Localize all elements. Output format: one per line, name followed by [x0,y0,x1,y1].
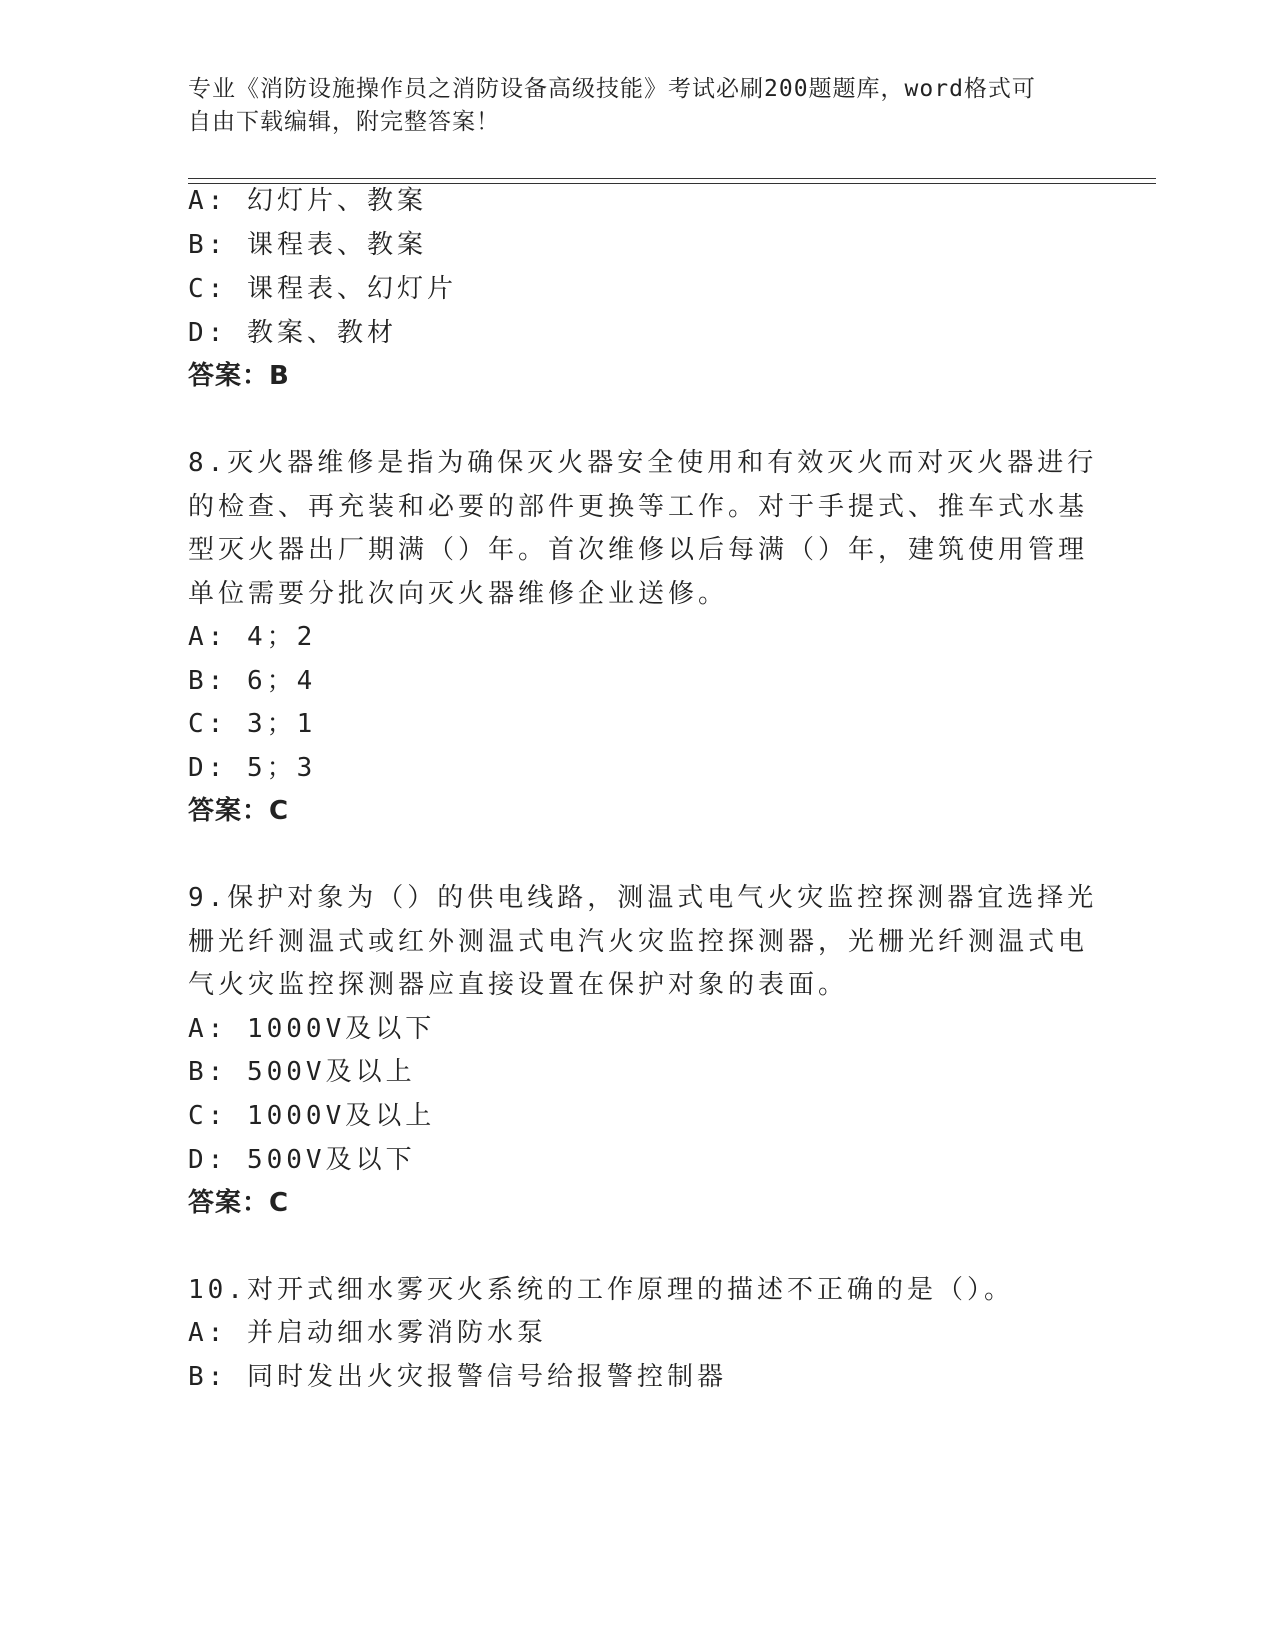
header-rule-bottom [188,183,1156,184]
q9-stem-line-1: 9.保护对象为（）的供电线路，测温式电气火灾监控探测器宜选择光 [188,883,1098,913]
q9-stem-line-2: 栅光纤测温式或红外测温式电汽火灾监控探测器，光栅光纤测温式电 [188,927,1089,957]
q7-option-d: D: 教案、教材 [188,318,397,348]
q8-option-d: D: 5；3 [188,753,317,783]
q7-option-a: A: 幻灯片、教案 [188,186,427,216]
q8-answer: 答案：C [188,796,290,826]
q10-stem-line-1: 10.对开式细水雾灭火系统的工作原理的描述不正确的是（）。 [188,1275,1014,1305]
q8-option-c: C: 3；1 [188,709,317,739]
q9-option-b: B: 500V及以上 [188,1057,416,1087]
q9-answer: 答案：C [188,1188,290,1218]
q8-stem-line-2: 的检查、再充装和必要的部件更换等工作。对于手提式、推车式水基 [188,492,1089,522]
q8-stem-line-1: 8.灭火器维修是指为确保灭火器安全使用和有效灭火而对灭火器进行 [188,448,1098,478]
q7-option-c: C: 课程表、幻灯片 [188,274,457,304]
q8-option-a: A: 4；2 [188,622,317,652]
q7-option-b: B: 课程表、教案 [188,230,427,260]
header-rule-top [188,178,1156,179]
header-line-2: 自由下载编辑，附完整答案！ [188,109,500,135]
q9-option-d: D: 500V及以下 [188,1145,416,1175]
q9-option-a: A: 1000V及以下 [188,1014,436,1044]
header-line-1: 专业《消防设施操作员之消防设备高级技能》考试必刷200题题库，word格式可 [188,76,1036,102]
q7-answer: 答案：B [188,361,290,391]
q8-option-b: B: 6；4 [188,666,317,696]
q8-stem-line-3: 型灭火器出厂期满（）年。首次维修以后每满（）年，建筑使用管理 [188,535,1089,565]
q9-stem-line-3: 气火灾监控探测器应直接设置在保护对象的表面。 [188,970,849,1000]
q8-stem-line-4: 单位需要分批次向灭火器维修企业送修。 [188,579,729,609]
q9-option-c: C: 1000V及以上 [188,1101,436,1131]
q10-option-a: A: 并启动细水雾消防水泵 [188,1318,547,1348]
header-text [188,73,1088,139]
q10-option-b: B: 同时发出火灾报警信号给报警控制器 [188,1362,727,1392]
